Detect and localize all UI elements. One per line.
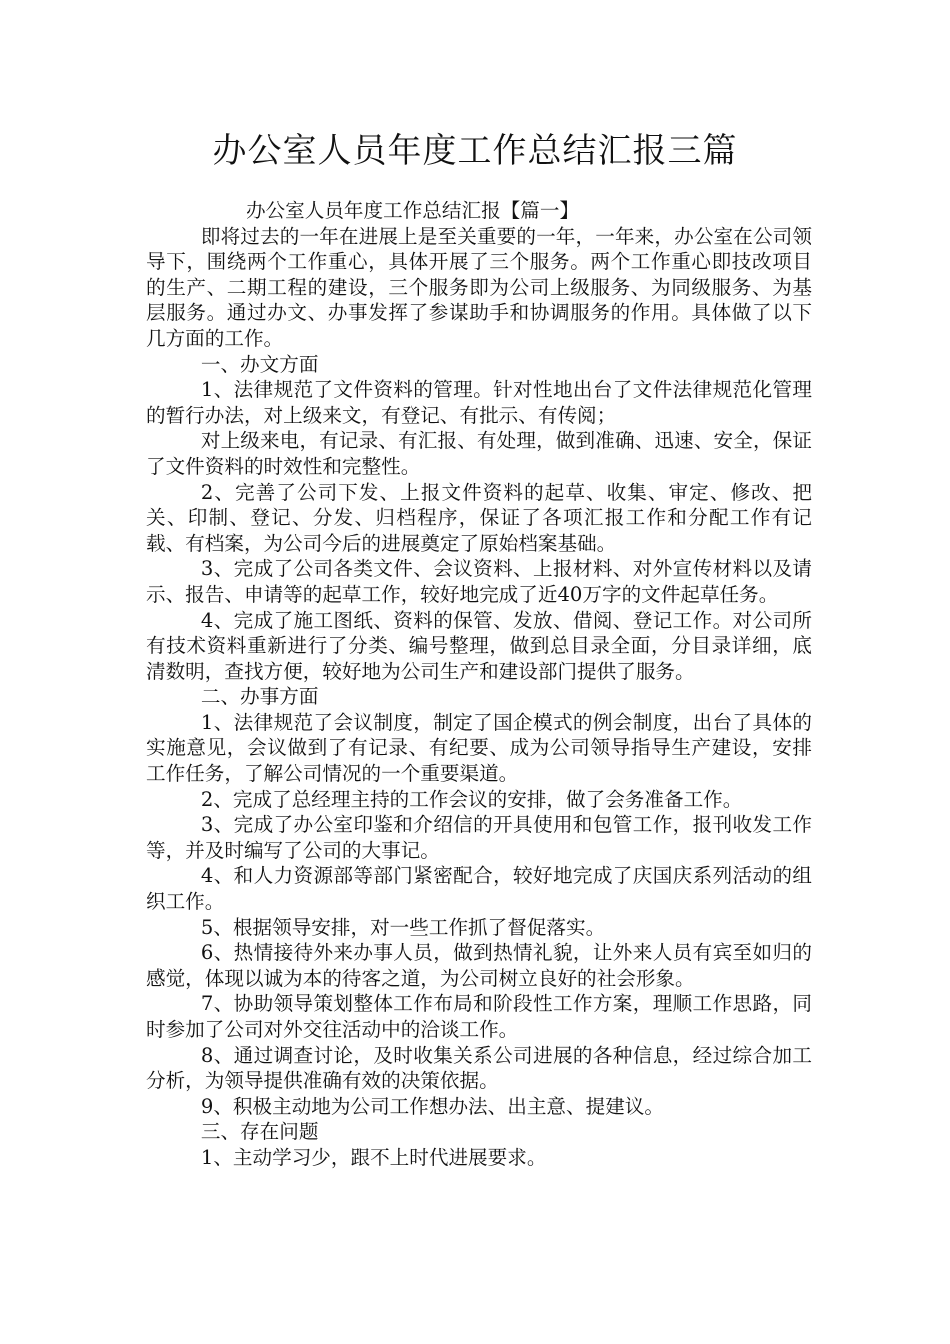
paragraph-item: 7、协助领导策划整体工作布局和阶段性工作方案，理顺工作思路，同时参加了公司对外交往活动中的洽谈工作。: [146, 992, 812, 1041]
section-heading-documents: 一、办文方面: [200, 352, 319, 376]
paragraph-item: 8、通过调查讨论，及时收集关系公司进展的各种信息，经过综合加工分析，为领导提供准确有效的决策依据。: [146, 1043, 812, 1093]
paragraph-item: 3、完成了公司各类文件、会议资料、上报材料、对外宣传材料以及请示、报告、申请等的起草工作，较好地完成了近40万字的文件起草任务。: [146, 557, 812, 606]
paragraph-item: 4、完成了施工图纸、资料的保管、发放、借阅、登记工作。对公司所有技术资料重新进行了分类、编号整理，做到总目录全面，分目录详细，底清数明，查找方便，较好地为公司生产和建设部门提供了服务。: [146, 608, 812, 683]
paragraph-intro: 即将过去的一年在进展上是至关重要的一年，一年来，办公室在公司领导下，围绕两个工作重心，具体开展了三个服务。两个工作重心即技改项目的生产、二期工程的建设，三个服务即为公司上级服务、为同级服务、为基层服务。通过办文、办事发挥了参谋助手和协调服务的作用。具体做了以下几方面的工作。: [146, 224, 812, 350]
paragraph-item: 4、和人力资源部等部门紧密配合，较好地完成了庆国庆系列活动的组织工作。: [146, 864, 812, 914]
paragraph-item: 3、完成了办公室印鉴和介绍信的开具使用和包管工作，报刊收发工作等，并及时编写了公司的大事记。: [146, 813, 812, 862]
paragraph-item: 9、积极主动地为公司工作想办法、出主意、提建议。: [200, 1094, 664, 1118]
paragraph-item: 2、完善了公司下发、上报文件资料的起草、收集、审定、修改、把关、印制、登记、分发、归档程序，保证了各项汇报工作和分配工作有记载、有档案，为公司今后的进展奠定了原始档案基础。: [146, 480, 812, 555]
paragraph-item: 1、法律规范了文件资料的管理。针对性地出台了文件法律规范化管理的暂行办法，对上级来文，有登记、有批示、有传阅；: [146, 378, 812, 427]
paragraph-item: 对上级来电，有记录、有汇报、有处理，做到准确、迅速、安全，保证了文件资料的时效性和完整性。: [146, 429, 812, 478]
paragraph-item: 1、法律规范了会议制度，制定了国企模式的例会制度，出台了具体的实施意见，会议做到了有记录、有纪要、成为公司领导指导生产建设，安排工作任务，了解公司情况的一个重要渠道。: [146, 710, 812, 786]
section-heading-problems: 三、存在问题: [200, 1120, 319, 1144]
document-title: 办公室人员年度工作总结汇报三篇: [212, 131, 738, 171]
document-body: [146, 198, 812, 1171]
section-subtitle: 办公室人员年度工作总结汇报【篇一】: [245, 199, 580, 222]
paragraph-item: 2、完成了总经理主持的工作会议的安排，做了会务准备工作。: [200, 787, 743, 811]
paragraph-item: 5、根据领导安排，对一些工作抓了督促落实。: [200, 915, 606, 939]
section-heading-affairs: 二、办事方面: [200, 685, 319, 709]
paragraph-item: 6、热情接待外来办事人员，做到热情礼貌，让外来人员有宾至如归的感觉，体现以诚为本的待客之道，为公司树立良好的社会形象。: [146, 941, 812, 990]
paragraph-item: 1、主动学习少，跟不上时代进展要求。: [200, 1145, 547, 1169]
